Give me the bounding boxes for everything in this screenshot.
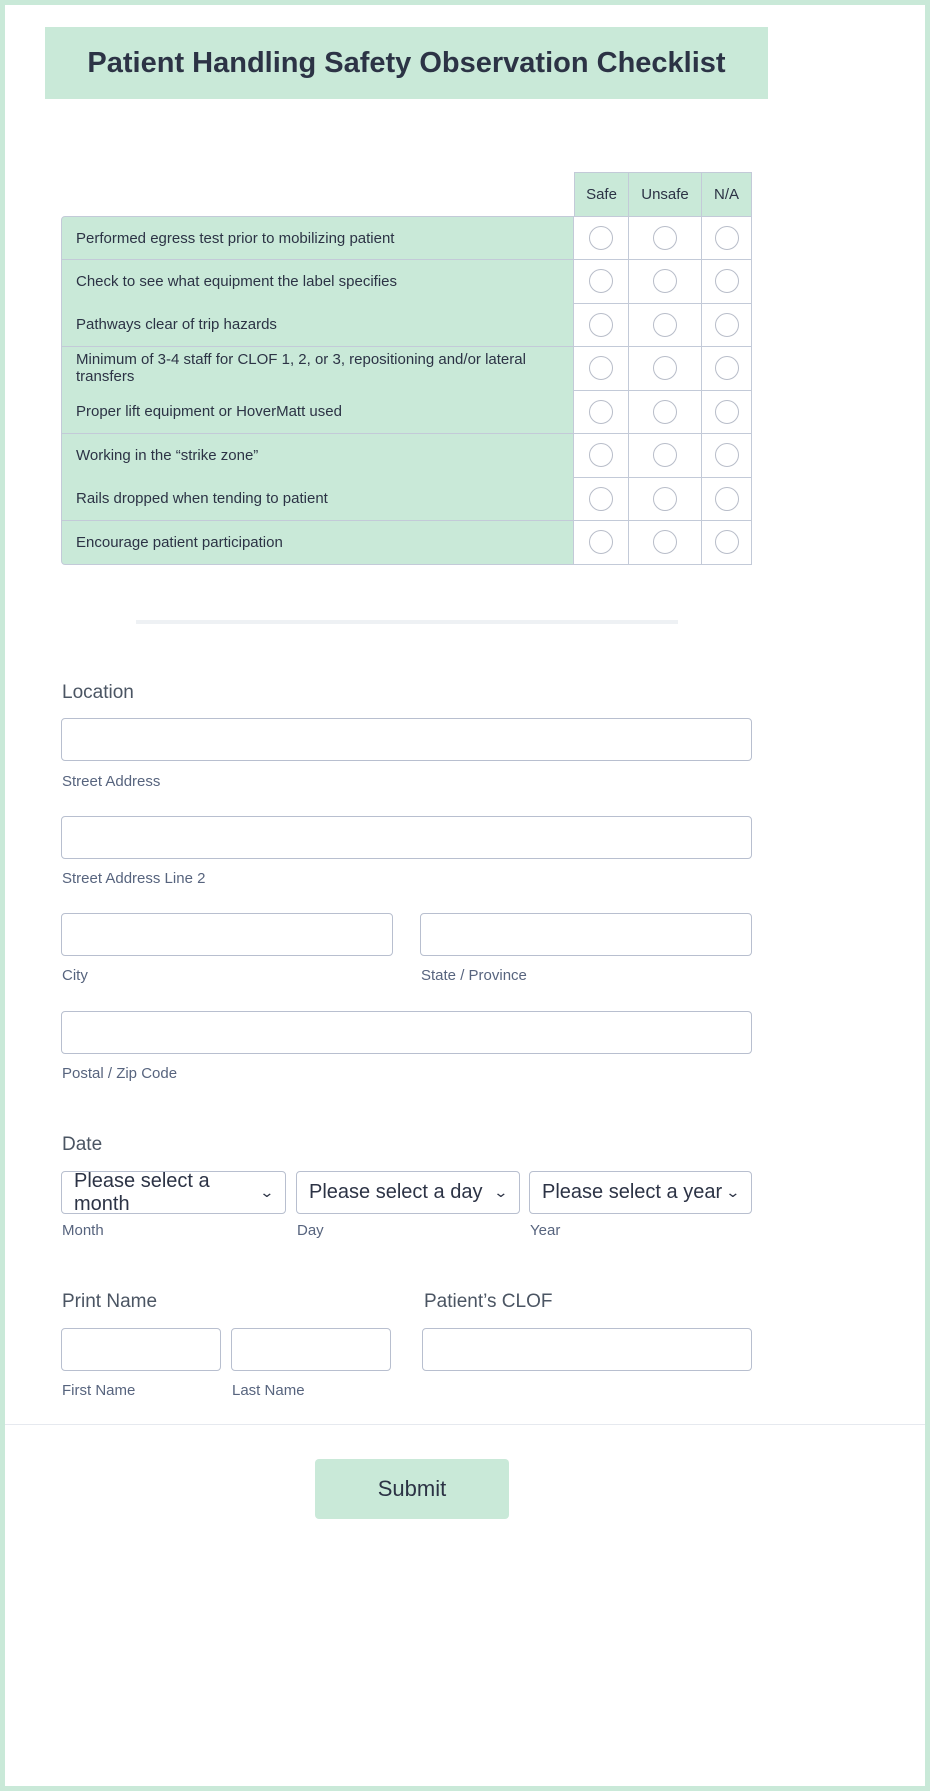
cell-safe bbox=[574, 477, 629, 521]
cell-unsafe bbox=[629, 347, 702, 391]
city-input[interactable] bbox=[61, 913, 393, 956]
year-sublabel: Year bbox=[530, 1222, 561, 1239]
radio-unsafe[interactable] bbox=[653, 226, 677, 250]
radio-na[interactable] bbox=[715, 269, 739, 293]
month-sublabel: Month bbox=[62, 1222, 104, 1239]
form-title: Patient Handling Safety Observation Checklist bbox=[45, 27, 768, 99]
row-label: Working in the “strike zone” bbox=[61, 434, 574, 478]
radio-safe[interactable] bbox=[589, 400, 613, 424]
street-address-input[interactable] bbox=[61, 718, 752, 761]
radio-safe[interactable] bbox=[589, 530, 613, 554]
radio-na[interactable] bbox=[715, 443, 739, 467]
first-name-sublabel: First Name bbox=[62, 1382, 136, 1399]
row-label: Check to see what equipment the label specifies bbox=[61, 260, 574, 304]
postal-code-input[interactable] bbox=[61, 1011, 752, 1054]
radio-na[interactable] bbox=[715, 400, 739, 424]
cell-na bbox=[702, 390, 752, 434]
patient-clof-input[interactable] bbox=[422, 1328, 752, 1371]
cell-safe bbox=[574, 260, 629, 304]
radio-unsafe[interactable] bbox=[653, 313, 677, 337]
location-label: Location bbox=[62, 682, 134, 703]
radio-unsafe[interactable] bbox=[653, 443, 677, 467]
month-select-value: Please select a month bbox=[74, 1169, 210, 1215]
state-input[interactable] bbox=[420, 913, 752, 956]
postal-code-sublabel: Postal / Zip Code bbox=[62, 1065, 178, 1082]
date-label: Date bbox=[62, 1134, 103, 1155]
cell-na bbox=[702, 260, 752, 304]
checklist-row bbox=[61, 390, 752, 434]
cell-safe bbox=[574, 521, 629, 565]
month-select[interactable] bbox=[61, 1171, 286, 1214]
chevron-down-icon: ⌄ bbox=[725, 1184, 741, 1200]
column-na: N/A bbox=[702, 172, 752, 216]
submit-button[interactable]: Submit bbox=[315, 1459, 509, 1519]
radio-unsafe[interactable] bbox=[653, 487, 677, 511]
radio-na[interactable] bbox=[715, 487, 739, 511]
checklist-row bbox=[61, 347, 752, 391]
row-label: Encourage patient participation bbox=[61, 521, 574, 565]
city-sublabel: City bbox=[62, 967, 88, 984]
cell-unsafe bbox=[629, 216, 702, 260]
radio-safe[interactable] bbox=[589, 269, 613, 293]
chevron-down-icon: ⌄ bbox=[493, 1184, 509, 1200]
radio-safe[interactable] bbox=[589, 487, 613, 511]
checklist-row bbox=[61, 477, 752, 521]
checklist-row bbox=[61, 216, 752, 260]
cell-safe bbox=[574, 434, 629, 478]
cell-unsafe bbox=[629, 521, 702, 565]
radio-na[interactable] bbox=[715, 226, 739, 250]
street-address-line2-input[interactable] bbox=[61, 816, 752, 859]
radio-unsafe[interactable] bbox=[653, 400, 677, 424]
radio-unsafe[interactable] bbox=[653, 356, 677, 380]
cell-safe bbox=[574, 303, 629, 347]
print-name-label: Print Name bbox=[62, 1291, 158, 1312]
row-label: Proper lift equipment or HoverMatt used bbox=[61, 390, 574, 434]
checklist-row bbox=[61, 521, 752, 565]
radio-safe[interactable] bbox=[589, 356, 613, 380]
day-sublabel: Day bbox=[297, 1222, 324, 1239]
cell-safe bbox=[574, 347, 629, 391]
chevron-down-icon: ⌄ bbox=[259, 1184, 275, 1200]
checklist-row bbox=[61, 303, 752, 347]
divider bbox=[136, 620, 678, 624]
state-sublabel: State / Province bbox=[421, 967, 527, 984]
cell-na bbox=[702, 303, 752, 347]
first-name-input[interactable] bbox=[61, 1328, 221, 1371]
footer-divider bbox=[5, 1424, 925, 1425]
radio-safe[interactable] bbox=[589, 313, 613, 337]
year-select-value: Please select a year bbox=[542, 1181, 723, 1203]
cell-na bbox=[702, 434, 752, 478]
last-name-sublabel: Last Name bbox=[232, 1382, 305, 1399]
row-label: Minimum of 3-4 staff for CLOF 1, 2, or 3, repositioning and/or lateral transfers bbox=[61, 347, 574, 391]
radio-safe[interactable] bbox=[589, 226, 613, 250]
checklist-row bbox=[61, 260, 752, 304]
day-select-value: Please select a day bbox=[309, 1181, 483, 1203]
column-unsafe: Unsafe bbox=[629, 172, 702, 216]
cell-na bbox=[702, 521, 752, 565]
cell-unsafe bbox=[629, 434, 702, 478]
radio-unsafe[interactable] bbox=[653, 530, 677, 554]
year-select[interactable] bbox=[529, 1171, 752, 1214]
column-safe: Safe bbox=[574, 172, 629, 216]
radio-na[interactable] bbox=[715, 313, 739, 337]
day-select[interactable] bbox=[296, 1171, 520, 1214]
cell-safe bbox=[574, 390, 629, 434]
row-label: Pathways clear of trip hazards bbox=[61, 303, 574, 347]
row-label: Rails dropped when tending to patient bbox=[61, 477, 574, 521]
cell-na bbox=[702, 347, 752, 391]
patient-clof-label: Patient’s CLOF bbox=[424, 1291, 553, 1312]
cell-unsafe bbox=[629, 390, 702, 434]
cell-unsafe bbox=[629, 260, 702, 304]
cell-na bbox=[702, 216, 752, 260]
row-label: Performed egress test prior to mobilizing patient bbox=[61, 216, 574, 260]
cell-safe bbox=[574, 216, 629, 260]
checklist-row bbox=[61, 434, 752, 478]
radio-unsafe[interactable] bbox=[653, 269, 677, 293]
radio-na[interactable] bbox=[715, 356, 739, 380]
cell-unsafe bbox=[629, 477, 702, 521]
street-address-line2-sublabel: Street Address Line 2 bbox=[62, 870, 206, 887]
cell-na bbox=[702, 477, 752, 521]
cell-unsafe bbox=[629, 303, 702, 347]
street-address-sublabel: Street Address bbox=[62, 773, 161, 790]
radio-na[interactable] bbox=[715, 530, 739, 554]
radio-safe[interactable] bbox=[589, 443, 613, 467]
last-name-input[interactable] bbox=[231, 1328, 391, 1371]
